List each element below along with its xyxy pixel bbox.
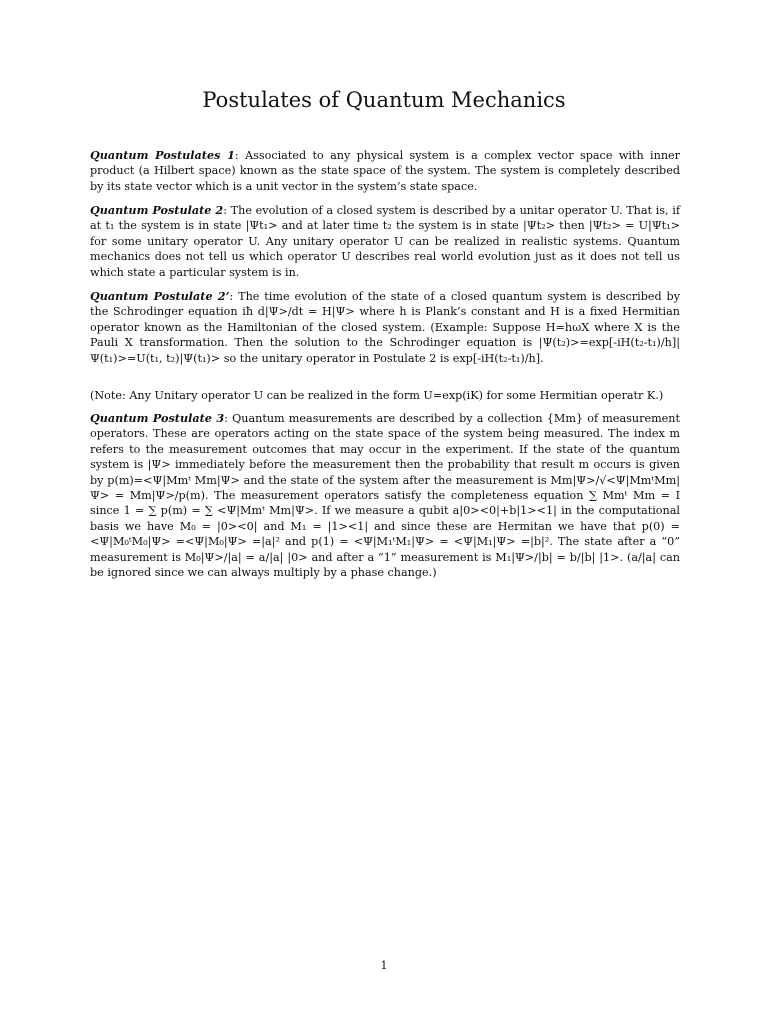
postulate-2-heading: Quantum Postulate 2 <box>90 203 224 217</box>
postulate-2-body: : The evolution of a closed system is described by a unitar operator U. That is, if at t₁ the system is in state |Ψt₁> and at later time t₂ the system is in state |Ψt₂> then |Ψt₂> = U|Ψt₁> for some unitary operator U. Any unitary operator U can be realized in realistic systems. Quantum mechanics does not tell us which operator U describes real world evolution just as it does not tell us which state a particular system is in. <box>90 204 680 279</box>
page-title: Postulates of Quantum Mechanics <box>202 88 566 112</box>
postulate-1-body: : Associated to any physical system is a complex vector space with inner product (a Hilbert space) known as the state space of the system. The system is completely described by its state vector which is a unit vector in the system’s state space. <box>90 149 680 193</box>
postulate-2prime-heading: Quantum Postulate 2’ <box>90 289 230 303</box>
unitary-note-text: (Note: Any Unitary operator U can be realized in the form U=exp(iK) for some Hermitian operatr K.) <box>90 389 664 402</box>
postulate-2prime-paragraph <box>90 289 680 366</box>
postulate-3-heading: Quantum Postulate 3 <box>90 411 225 425</box>
unitary-note-paragraph <box>90 388 680 403</box>
postulate-1-heading: Quantum Postulates 1 <box>90 148 235 162</box>
postulate-2-paragraph <box>90 203 680 280</box>
postulate-3-paragraph <box>90 411 680 580</box>
postulate-2prime-body: : The time evolution of the state of a closed quantum system is described by the Schrodinger equation iħ d|Ψ>/dt = H|Ψ> where h is Plank’s constant and H is a fixed Hermitian operator known as the Hamiltonian of the closed system. (Example: Suppose H=hωX where X is the Pauli X transformation. Then the solution to the Schrodinger equation is |Ψ(t₂)>=exp[-iH(t₂-t₁)/h]|Ψ(t₁)>=U(t₁, t₂)|Ψ(t₁)> so the unitary operator in Postulate 2 is exp[-iH(t₂-t₁)/h]. <box>90 290 681 365</box>
postulate-1-paragraph <box>90 148 680 194</box>
page-number: 1 <box>380 959 388 972</box>
postulate-3-body: : Quantum measurements are described by a collection {Mm} of measurement operators. These are operators acting on the state space of the system being measured. The index m refers to the measurement outcomes that may occur in the experiment. If the state of the quantum system is |Ψ> immediately before the measurement then the probability that result m occurs is given by p(m)=<Ψ|Mmᵗ Mm|Ψ> and the state of the system after the measurement is Mm|Ψ>/√<Ψ|MmᵗMm|Ψ> = Mm|Ψ>/p(m). The measurement operators satisfy the completeness equation ∑ Mmᵗ Mm = I since 1 = ∑ p(m) = ∑ <Ψ|Mmᵗ Mm|Ψ>. If we measure a qubit a|0><0|+b|1><1| in the computational basis we have M₀ = |0><0| and M₁ = |1><1| and since these are Hermitan we have that p(0) = <Ψ|M₀ᵗM₀|Ψ> =<Ψ|M₀|Ψ> =|a|² and p(1) = <Ψ|M₁ᵗM₁|Ψ> = <Ψ|M₁|Ψ> =|b|². The state after a “0” measurement is M₀|Ψ>/|a| = a/|a| |0> and after a “1” measurement is M₁|Ψ>/|b| = b/|b| |1>. (a/|a| can be ignored since we can always multiply by a phase change.) <box>90 412 681 580</box>
